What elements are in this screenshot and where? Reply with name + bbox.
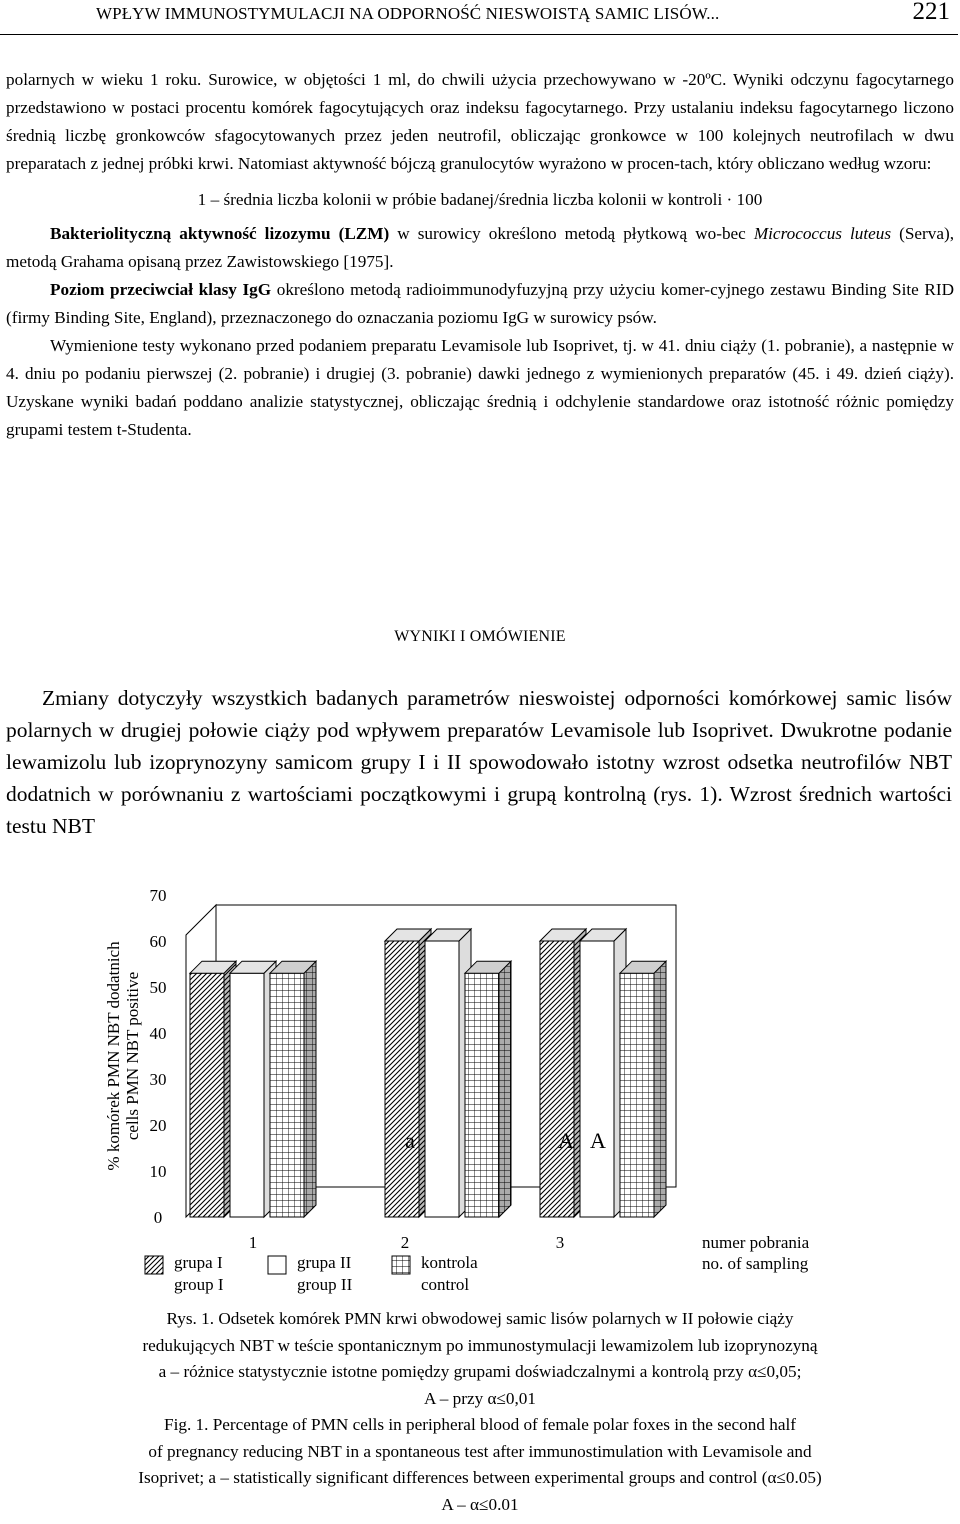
y-tick-label: 0 [153, 1208, 163, 1227]
bar-2-sampling-3 [580, 941, 614, 1217]
bar-1-sampling-2 [385, 941, 419, 1217]
x-tick-label: 2 [400, 1233, 410, 1252]
methods-text [6, 66, 954, 444]
bar-3-sampling-1 [270, 973, 304, 1217]
bar-side-3-3 [654, 961, 666, 1217]
caption-en-3: Isoprivet; a – statistically significant differences between experimental groups and control (α≤0.05) [138, 1468, 822, 1487]
page-number: 221 [912, 0, 950, 25]
caption-pl-2: redukujących NBT w teście spontanicznym po immunostymulacji lewamizolem lub izoprynozyną [142, 1335, 818, 1355]
section-title: WYNIKI I OMÓWIENIE [394, 628, 566, 645]
significance-label: A [558, 1128, 574, 1153]
y-tick-label: 60 [149, 932, 167, 951]
igg-heading: Poziom przeciwciał klasy IgG [50, 280, 272, 299]
nbt-bar-chart [0, 870, 960, 1310]
caption-pl-1: Rys. 1. Odsetek komórek PMN krwi obwodowej samic lisów polarnych w II połowie ciąży [166, 1309, 794, 1328]
y-tick-label: 20 [149, 1116, 167, 1135]
species-name: Micrococcus luteus [753, 224, 892, 243]
x-tick-label: 1 [248, 1233, 258, 1252]
y-axis-label-en: cells PMN NBT positive [123, 971, 142, 1141]
header-rule [0, 34, 958, 35]
lysozyme-text-a: w surowicy określono metodą płytkową wo-bec [389, 224, 754, 243]
figure-chart [0, 870, 960, 1310]
paragraph-results: Zmiany dotyczyły wszystkich badanych parametrów nieswoistej odporności komórkowej samic lisów polarnych w drugiej połowie ciąży pod wpływem preparatów Levamisole lub Isoprivet. Dwukrotne podanie lewamizolu lub izoprynozyny samicom grupy I i II spowodowało istotny wzrost odsetka neutrofilów NBT dodatnich w porównaniu z wartościami początkowymi i grupą kontrolną (rys. 1). Wzrost średnich wartości testu NBT [6, 686, 952, 838]
bar-side-3-2 [499, 961, 511, 1217]
bar-1-sampling-3 [540, 941, 574, 1217]
legend-label-en: control [421, 1275, 470, 1294]
paragraph-lysozyme [6, 220, 954, 276]
legend-label-pl: grupa I [174, 1253, 223, 1272]
caption-pl-3: a – różnice statystycznie istotne pomiędzy grupami doświadczalnymi a kontrolą przy α≤0,05; [158, 1362, 802, 1381]
x-axis-label-en: no. of sampling [702, 1254, 809, 1273]
bar-3-sampling-3 [620, 973, 654, 1217]
significance-label: a [405, 1128, 415, 1153]
legend-swatch [268, 1256, 286, 1274]
y-tick-label: 70 [149, 886, 167, 905]
results-text [6, 682, 952, 842]
paragraph-tests: Wymienione testy wykonano przed podaniem preparatu Levamisole lub Isoprivet, tj. w 41. dniu ciąży (1. pobranie), a następnie w 4. dniu po podaniu pierwszej (2. pobranie) i drugiej (3. pobranie) dawki jednego z wymienionych preparatów (45. i 49. dzień ciąży). Uzyskane wyniki badań poddano analizie statystycznej, obliczając średnią i odchylenie standardowe oraz istotność różnic pomiędzy grupami testem t-Studenta. [6, 336, 954, 439]
legend-swatch [145, 1256, 163, 1274]
running-title: WPŁYW IMMUNOSTYMULACJI NA ODPORNOŚĆ NIESWOISTĄ SAMIC LISÓW... [96, 4, 720, 23]
y-tick-label: 50 [149, 978, 167, 997]
legend-swatch [392, 1256, 410, 1274]
y-tick-label: 40 [149, 1024, 167, 1043]
y-tick-label: 10 [149, 1162, 167, 1181]
legend-label-pl: grupa II [297, 1253, 352, 1272]
caption-en-2: of pregnancy reducing NBT in a spontaneous test after immunostimulation with Levamisole and [148, 1441, 812, 1461]
caption-pl-4: A – przy α≤0,01 [423, 1388, 536, 1408]
x-tick-label: 3 [555, 1233, 565, 1252]
bar-2-sampling-1 [230, 973, 264, 1217]
paragraph-igg [6, 276, 954, 332]
page-header [0, 0, 960, 40]
igg-text: określono metodą radioimmunodyfuzyjną przy użyciu komer-cyjnego zestawu Binding Site RID (firmy Binding Site, England), przeznaczonego do oznaczania poziomu IgG w surowicy psów. [6, 280, 954, 327]
lysozyme-text-b: (Serva), metodą Grahama opisaną przez Zawistowskiego [1975]. [6, 224, 954, 271]
bar-side-3-1 [304, 961, 316, 1217]
figure-caption [0, 1306, 960, 1518]
caption-en-4: A – α≤0.01 [441, 1494, 519, 1514]
y-tick-label: 30 [149, 1070, 167, 1089]
legend-label-pl: kontrola [421, 1253, 478, 1272]
lysozyme-heading: Bakteriolityczną aktywność lizozymu (LZM) [50, 224, 390, 243]
y-axis-label-pl: % komórek PMN NBT dodatnich [104, 941, 123, 1171]
caption-en-1: Fig. 1. Percentage of PMN cells in peripheral blood of female polar foxes in the second half [164, 1415, 796, 1434]
legend-label-en: group I [174, 1275, 224, 1294]
bactericidal-formula: 1 – średnia liczba kolonii w próbie badanej/średnia liczba kolonii w kontroli · 100 [197, 190, 763, 209]
significance-label: A [590, 1128, 606, 1153]
bar-2-sampling-2 [425, 941, 459, 1217]
bar-1-sampling-1 [190, 973, 224, 1217]
legend-label-en: group II [297, 1275, 353, 1294]
bar-3-sampling-2 [465, 973, 499, 1217]
x-axis-label-pl: numer pobrania [702, 1233, 810, 1252]
paragraph-methods-1: polarnych w wieku 1 roku. Surowice, w objętości 1 ml, do chwili użycia przechowywano w -20ºC. Wyniki odczynu fagocytarnego przedstawiono w postaci procentu komórek fagocytujących oraz indeksu fagocytarnego. Przy ustalaniu indeksu fagocytarnego liczono średnią liczbę gronkowców sfagocytowanych przez jeden neutrofil, obliczając gronkowce w 100 kolejnych neutrofilach w dwu preparatach z jednej próbki krwi. Natomiast aktywność bójczą granulocytów wyrażono w procen-tach, który obliczano według wzoru: [6, 70, 954, 173]
